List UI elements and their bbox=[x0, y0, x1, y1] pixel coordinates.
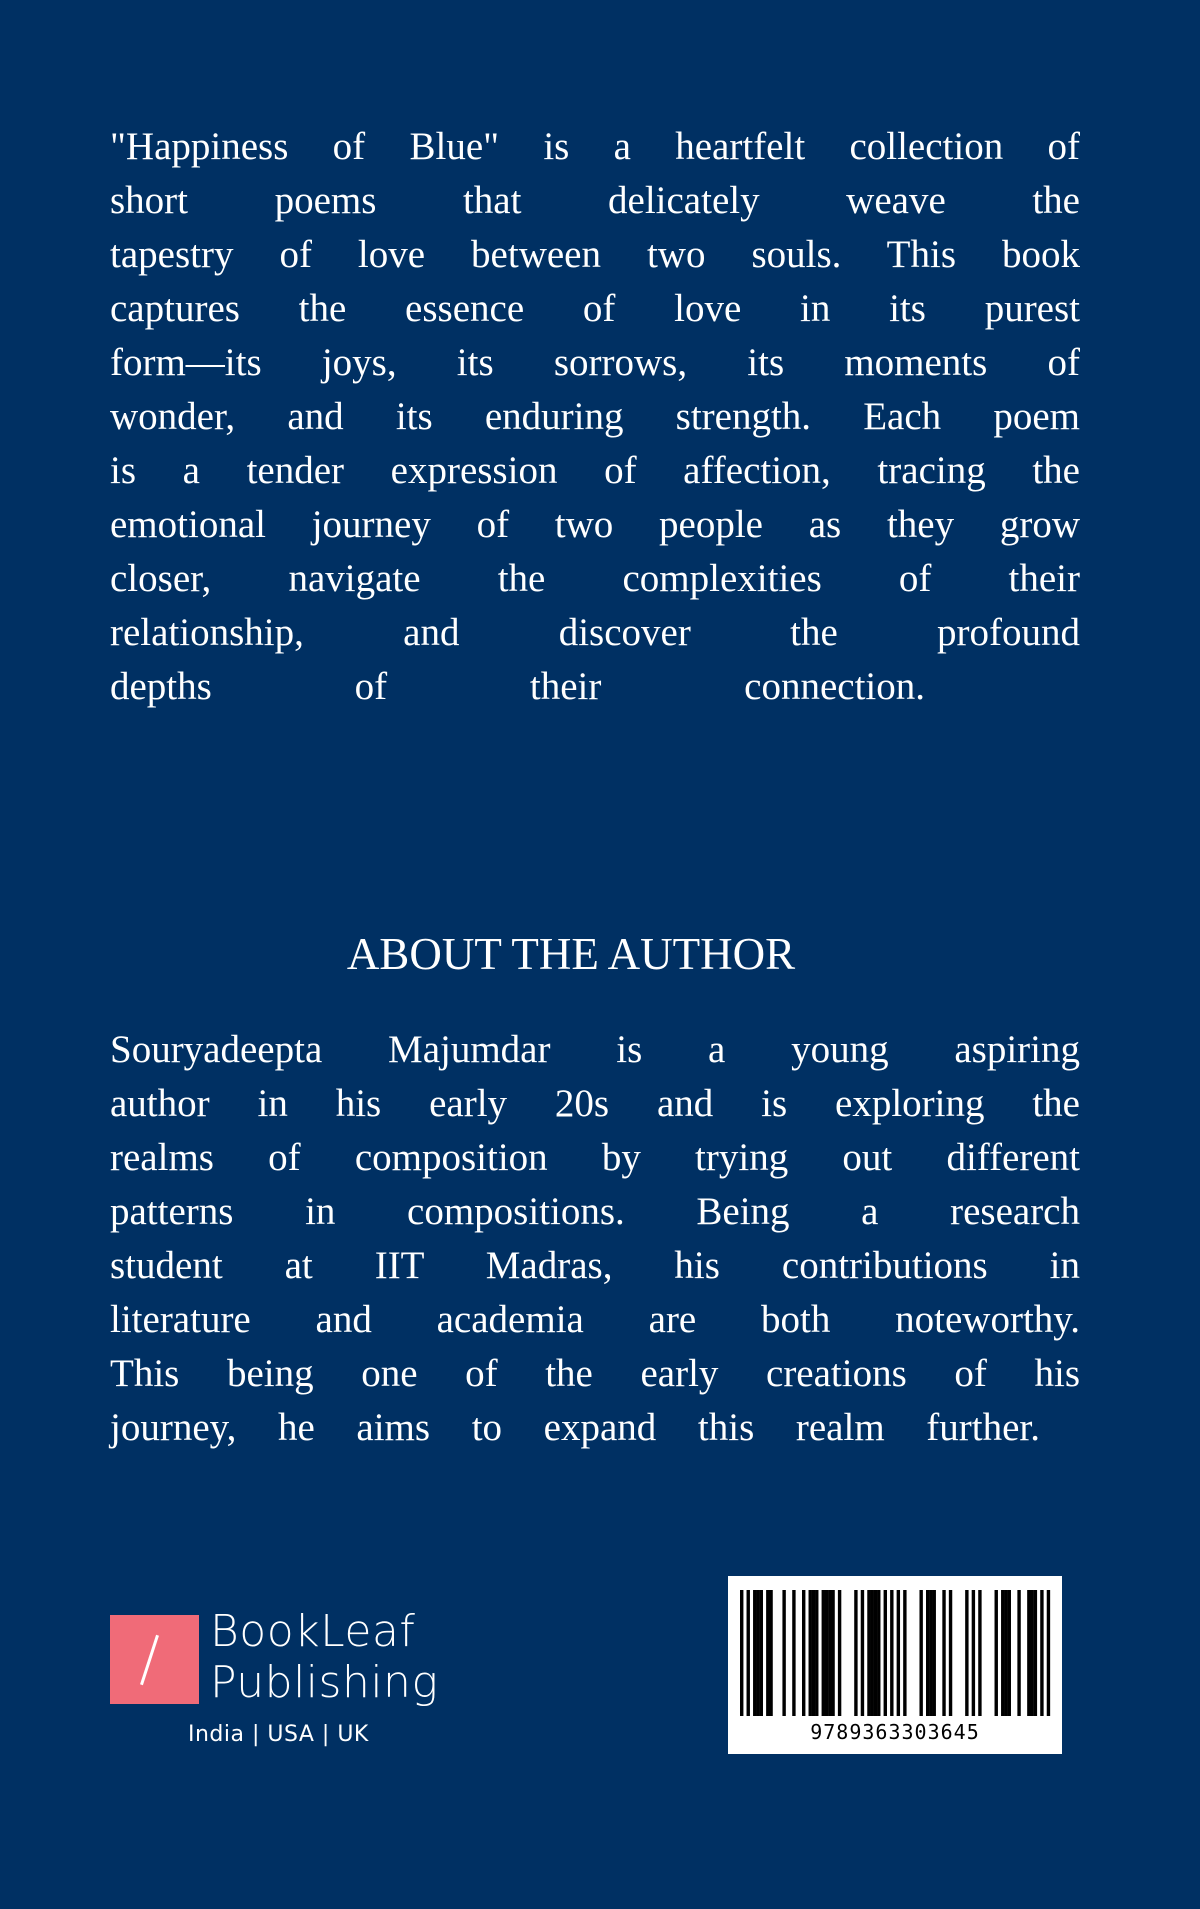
bio-line: Souryadeepta Majumdar is a young aspiring bbox=[110, 1028, 1080, 1071]
description-line: is a tender expression of affection, tracing the bbox=[110, 449, 1080, 492]
barcode-bar bbox=[1030, 1590, 1033, 1716]
publisher-regions: India | USA | UK bbox=[188, 1722, 369, 1747]
barcode-bar bbox=[782, 1590, 785, 1716]
barcode-bar bbox=[838, 1590, 841, 1716]
description-line: captures the essence of love in its purest bbox=[110, 287, 1080, 330]
description-line: form—its joys, its sorrows, its moments of bbox=[110, 341, 1080, 384]
description-line: short poems that delicately weave the bbox=[110, 179, 1080, 222]
bio-line: student at IIT Madras, his contributions in bbox=[110, 1244, 1080, 1287]
publisher-name bbox=[210, 1606, 438, 1708]
barcode-bar bbox=[965, 1590, 968, 1716]
bio-line: literature and academia are both noteworthy. bbox=[110, 1298, 1080, 1341]
isbn-number: 9789363303645 bbox=[810, 1720, 980, 1744]
publisher-logo bbox=[110, 1606, 470, 1752]
barcode-bar bbox=[756, 1590, 759, 1716]
barcode-bar bbox=[831, 1590, 834, 1716]
barcode-bar bbox=[933, 1590, 936, 1716]
publisher-name-line1: BookLeaf bbox=[210, 1606, 416, 1657]
barcode-bar bbox=[978, 1590, 981, 1716]
description-line: "Happiness of Blue" is a heartfelt collection of bbox=[110, 125, 1080, 168]
barcode-bar bbox=[828, 1590, 831, 1716]
description-line: emotional journey of two people as they grow bbox=[110, 503, 1080, 546]
barcode-bar bbox=[949, 1590, 952, 1716]
barcode-bar bbox=[1008, 1590, 1011, 1716]
barcode-bar bbox=[942, 1590, 945, 1716]
barcode-bar bbox=[929, 1590, 932, 1716]
barcode-bar bbox=[1040, 1590, 1043, 1716]
barcode-bar bbox=[825, 1590, 828, 1716]
barcode-bar bbox=[1047, 1590, 1050, 1716]
barcode-bar bbox=[747, 1590, 750, 1716]
publisher-logo-mark bbox=[110, 1615, 199, 1704]
barcode-bar bbox=[874, 1590, 877, 1716]
description-line: tapestry of love between two souls. This book bbox=[110, 233, 1080, 276]
barcode-bar bbox=[760, 1590, 763, 1716]
description-line: relationship, and discover the profound bbox=[110, 611, 1080, 654]
author-bio bbox=[110, 1023, 1080, 1455]
bio-line: patterns in compositions. Being a research bbox=[110, 1190, 1080, 1233]
barcode-bar bbox=[871, 1590, 874, 1716]
barcode-bar bbox=[897, 1590, 900, 1716]
barcode-bar bbox=[903, 1590, 906, 1716]
barcode-bar bbox=[815, 1590, 818, 1716]
description-line: depths of their connection. bbox=[110, 665, 925, 708]
description-line: closer, navigate the complexities of their bbox=[110, 557, 1080, 600]
barcode-bar bbox=[1027, 1590, 1030, 1716]
barcode-bar bbox=[792, 1590, 795, 1716]
barcode-bar bbox=[769, 1590, 772, 1716]
barcode-bar bbox=[812, 1590, 815, 1716]
barcode-bar bbox=[972, 1590, 975, 1716]
barcode-bar bbox=[802, 1590, 805, 1716]
barcode-bar bbox=[822, 1590, 825, 1716]
barcode-bar bbox=[1034, 1590, 1037, 1716]
barcode-bar bbox=[884, 1590, 887, 1716]
barcode-bar bbox=[877, 1590, 880, 1716]
barcode-bar bbox=[1004, 1590, 1007, 1716]
bio-line: journey, he aims to expand this realm further. bbox=[110, 1406, 1040, 1449]
about-author-heading: ABOUT THE AUTHOR bbox=[346, 929, 796, 979]
barcode-bar bbox=[867, 1590, 870, 1716]
description-line: wonder, and its enduring strength. Each poem bbox=[110, 395, 1080, 438]
publisher-name-line2: Publishing bbox=[210, 1657, 439, 1708]
barcode-bar bbox=[926, 1590, 929, 1716]
barcode-bar bbox=[919, 1590, 922, 1716]
barcode-bar bbox=[809, 1590, 812, 1716]
barcode-bar bbox=[766, 1590, 769, 1716]
barcode-bar bbox=[753, 1590, 756, 1716]
book-description bbox=[110, 120, 1080, 714]
bio-line: realms of composition by trying out different bbox=[110, 1136, 1080, 1179]
bio-line: author in his early 20s and is exploring the bbox=[110, 1082, 1080, 1125]
barcode-bar bbox=[890, 1590, 893, 1716]
barcode-bar bbox=[740, 1590, 743, 1716]
barcode-bar bbox=[1001, 1590, 1004, 1716]
bio-line: This being one of the early creations of his bbox=[110, 1352, 1080, 1395]
barcode-bar bbox=[995, 1590, 998, 1716]
barcode-bar bbox=[861, 1590, 864, 1716]
barcode-bar bbox=[854, 1590, 857, 1716]
barcode-bar bbox=[1017, 1590, 1020, 1716]
slash-icon bbox=[140, 1635, 159, 1685]
isbn-barcode bbox=[728, 1576, 1062, 1754]
